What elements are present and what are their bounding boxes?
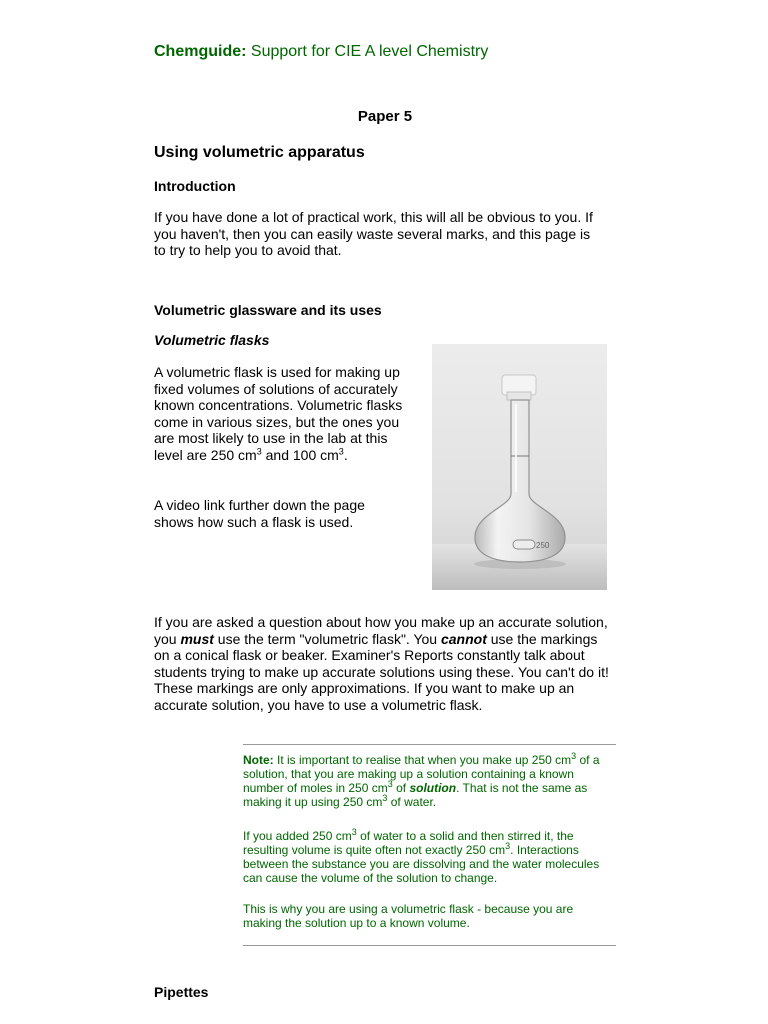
flask-volume-marking: 250: [536, 541, 550, 550]
note-paragraph-3: This is why you are using a volumetric flask - because you are making the solution up to a known volume.: [243, 902, 574, 930]
site-header: [154, 43, 488, 61]
site-name[interactable]: Chemguide:: [154, 43, 247, 60]
note-paragraph-2: If you added 250 $cm^3$ of water to a solid and then stirred it, the resulting volume is quite often not exactly 250 $cm^3$. Interactions between the substance you are dissolving and the water molecules can cause the volume of the solution to change.: [243, 827, 600, 885]
intro-heading: Introduction: [154, 178, 236, 194]
intro-paragraph: If you have done a lot of practical work, this will all be obvious to you. If you haven't, then you can easily waste several marks, and this page is to try to help you to avoid that.: [154, 209, 593, 258]
volumetric-flasks-subheading: Volumetric flasks: [154, 332, 270, 348]
video-paragraph: A video link further down the page shows how such a flask is used.: [154, 497, 365, 530]
flask-paragraph: A volumetric flask is used for making up fixed volumes of solutions of accurately known concentrations. Volumetric flasks come in various sizes, but the ones you are most likely to use in the lab at this level are 250 $cm^3$ and 100 $cm^3$.: [154, 364, 403, 463]
accurate-solution-paragraph: If you are asked a question about how you make up an accurate solution, you must use the term "volumetric flask". You cannot use the markings on a conical flask or beaker. Examiner's Reports constantly talk about students trying to make up accurate solutions using these. You can't do it! These markings are only approximations. If you want to make up an accurate solution, you have to use a volumetric flask.: [154, 614, 609, 713]
pipettes-heading: Pipettes: [154, 984, 209, 1000]
page-title: Using volumetric apparatus: [154, 144, 365, 161]
note-label: Note:: [243, 753, 274, 767]
volumetric-flask-image: [432, 344, 607, 590]
volumetric-flask-illustration: [432, 344, 607, 590]
note-paragraph-1: Note: It is important to realise that when you make up 250 $cm^3$ of a solution, that you are making up a solution containing a known number of moles in 250 $cm^3$ of solution. That is not the same as making it up using 250 $cm^3$ of water.: [243, 751, 600, 809]
note-box: [243, 744, 616, 946]
site-tagline: Support for CIE A level Chemistry: [250, 43, 489, 60]
paper-title: Paper 5: [357, 108, 413, 125]
glassware-heading: Volumetric glassware and its uses: [154, 302, 382, 318]
